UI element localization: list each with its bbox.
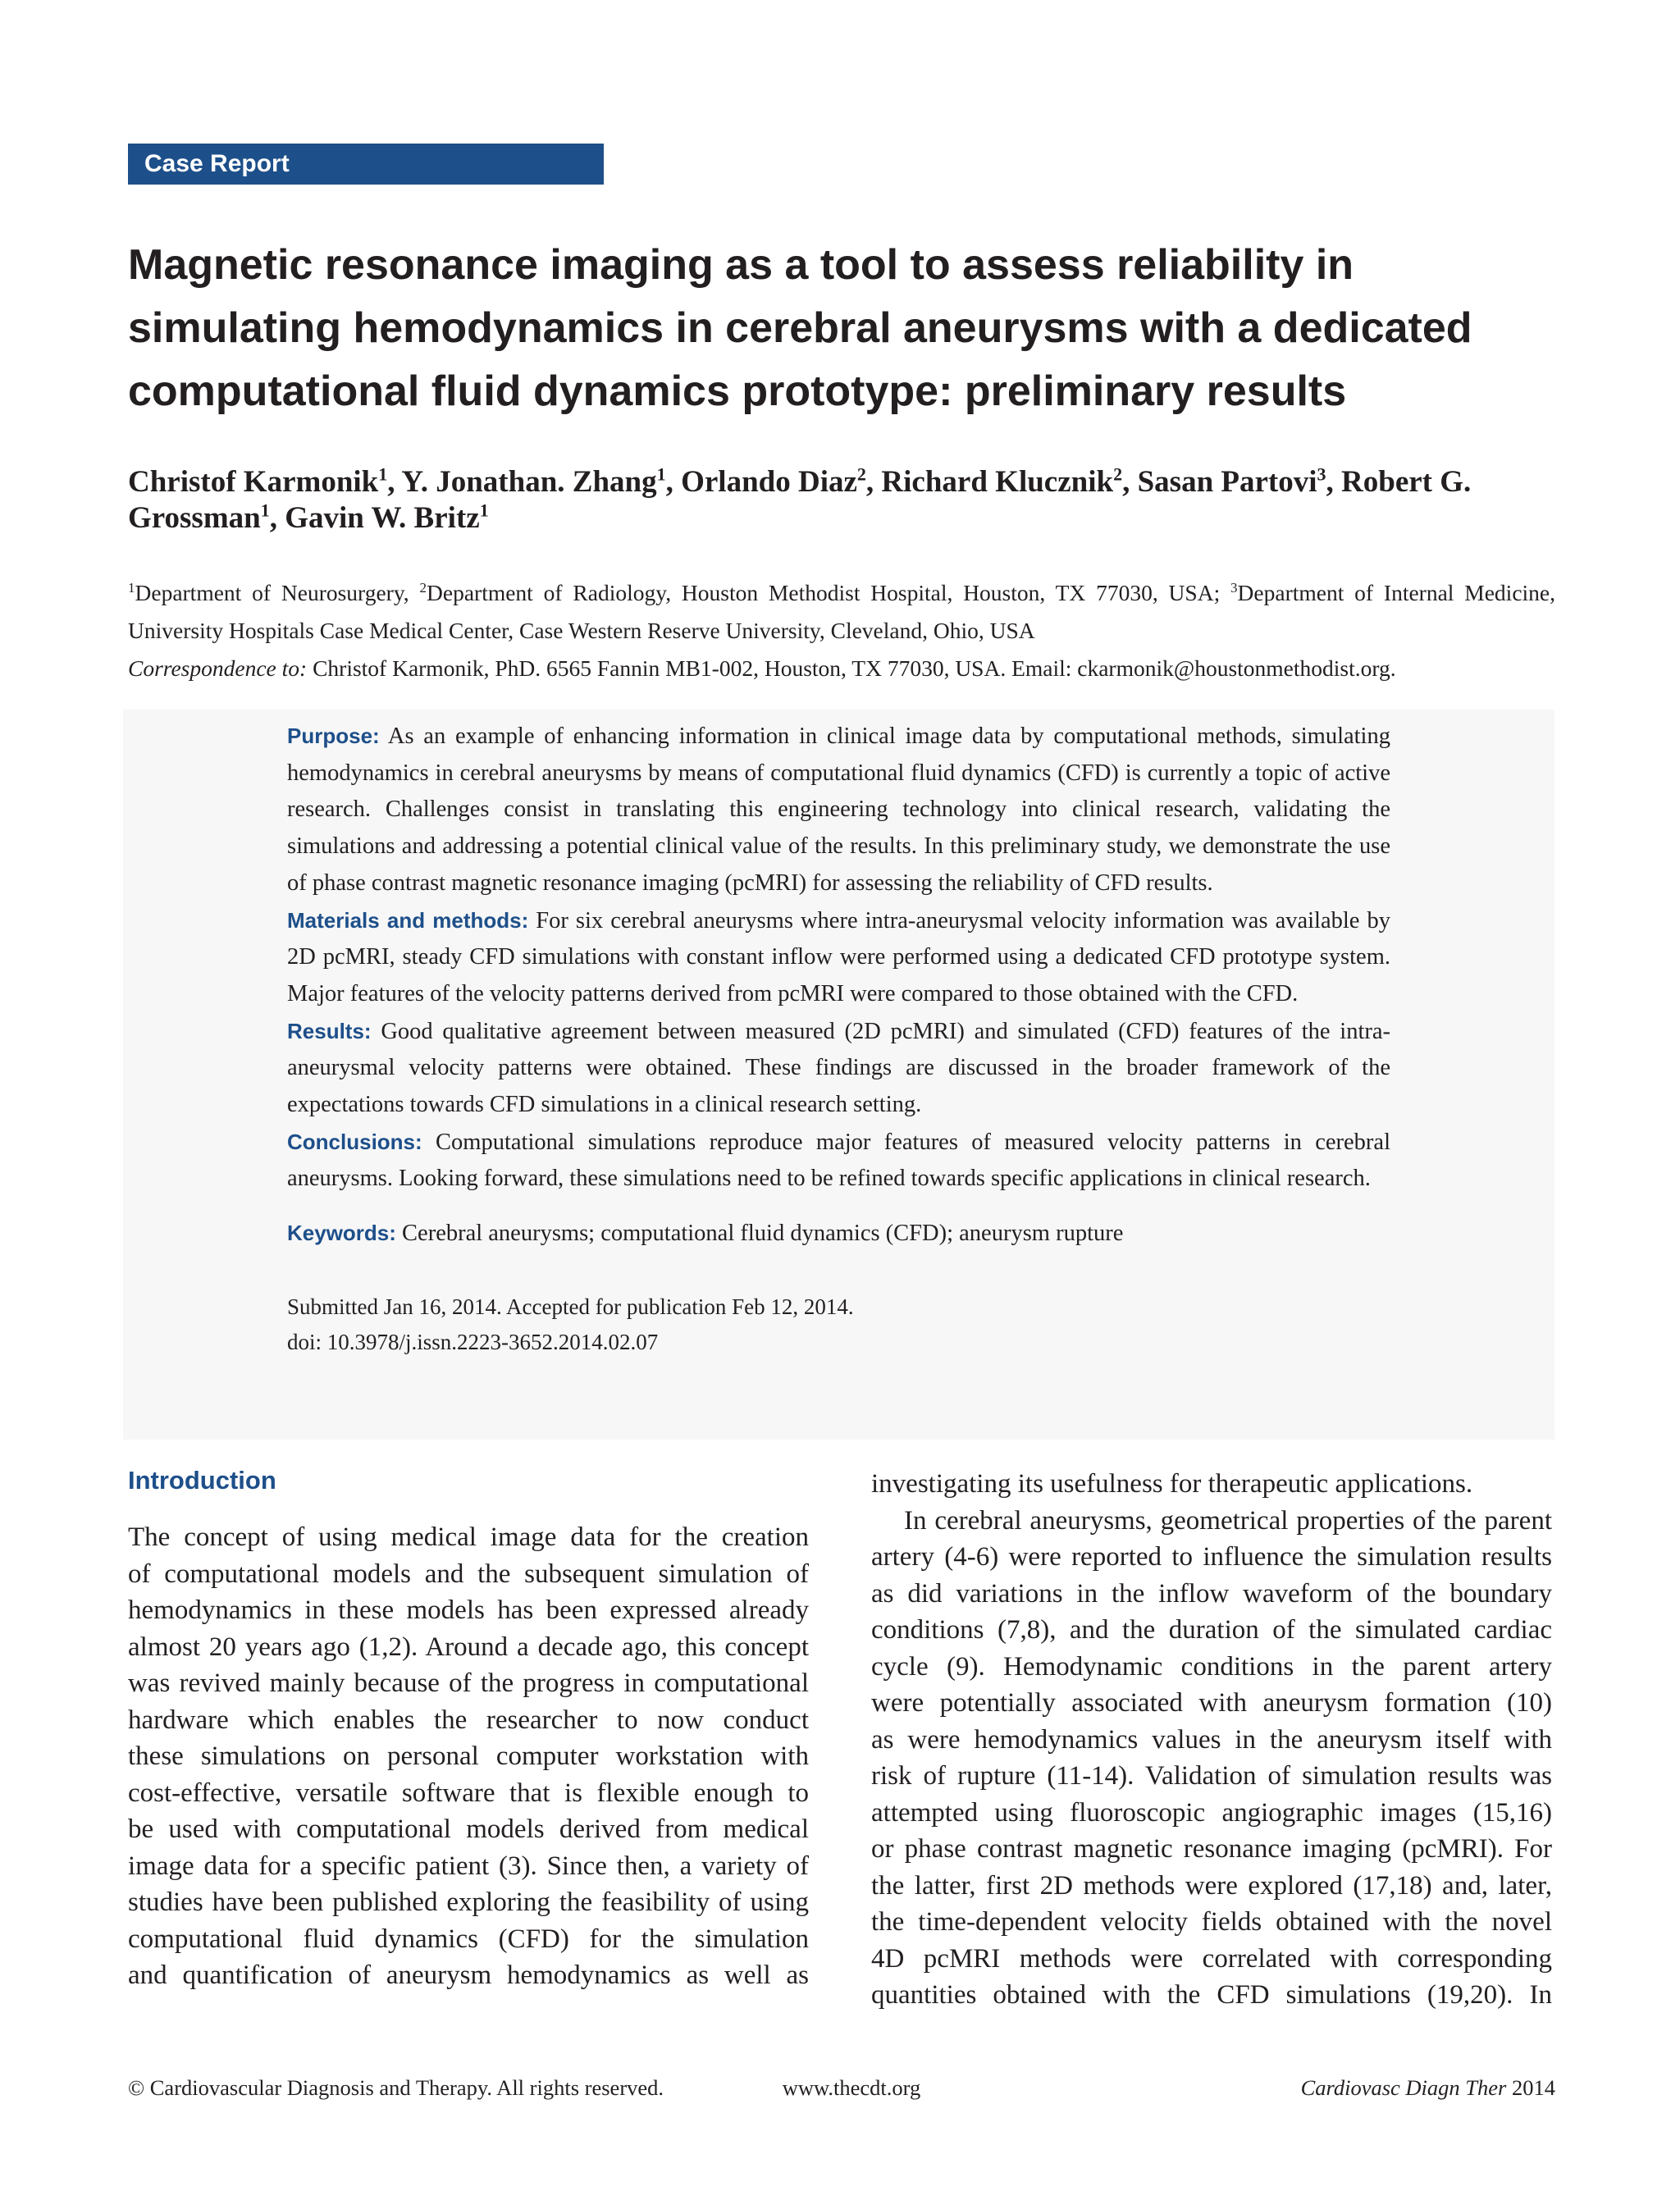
text-line: The concept of using medical image data for the creation: [128, 1522, 809, 1552]
title-line: Magnetic resonance imaging as a tool to assess reliability in: [128, 241, 1354, 289]
keywords: [287, 1215, 1390, 1252]
text-line: the time-dependent velocity fields obtained with the novel: [871, 1907, 1552, 1937]
affiliation-text: [128, 574, 1555, 650]
author-sep: ,: [387, 465, 402, 499]
abstract-text: As an example of enhancing information in clinical image data by computational methods, simulating hemodynamics in cerebral aneurysms by means of computational fluid dynamics (CFD) is currently a topic of active research. Challenges consist in translating this engineering technology into clinical research, validating the simulations and addressing a potential clinical value of the results. In this preliminary study, we demonstrate the use of phase contrast magnetic resonance imaging (pcMRI) for assessing the reliability of CFD results.: [287, 723, 1390, 896]
body-column-right: [871, 1466, 1552, 2014]
journal-name: Cardiovasc Diagn Ther: [1300, 2075, 1507, 2100]
text-line: investigating its usefulness for therapeutic applications.: [871, 1469, 1473, 1499]
text-line: or phase contrast magnetic resonance imaging (pcMRI). For: [871, 1834, 1552, 1864]
affil-sup: 2: [419, 579, 427, 596]
abstract-text: Computational simulations reproduce major features of measured velocity patterns in cerebral aneurysms. Looking forward, these simulations need to be refined towards specific applications in clinical research.: [287, 1129, 1390, 1192]
text-line: artery (4-6) were reported to influence the simulation results: [871, 1542, 1552, 1572]
author-name: Gavin W. Britz: [285, 501, 480, 535]
text-line: be used with computational models derived from medical: [128, 1814, 809, 1844]
abstract-body: [287, 718, 1390, 1198]
abstract-purpose: [287, 718, 1390, 902]
text-line: computational fluid dynamics (CFD) for the simulation: [128, 1924, 809, 1954]
text-line: 4D pcMRI methods were correlated with corresponding: [871, 1943, 1552, 1974]
text-line: and quantification of aneurysm hemodynamics as well as: [128, 1960, 809, 1990]
author-affil-sup: 2: [856, 463, 866, 485]
text-line: the latter, first 2D methods were explored (17,18) and, later,: [871, 1870, 1552, 1901]
text-line: risk of rupture (11-14). Validation of simulation results was: [871, 1761, 1552, 1791]
title-line: simulating hemodynamics in cerebral aneurysms with a dedicated: [128, 304, 1472, 352]
author-sep: ,: [269, 501, 285, 535]
correspondence-text: Christof Karmonik, PhD. 6565 Fannin MB1-002, Houston, TX 77030, USA. Email: ckarmonik@houstonmethodist.org.: [307, 655, 1396, 681]
author-sep: ,: [1326, 465, 1342, 499]
author-list: [128, 464, 1555, 536]
affil-3: Department of Internal Medicine, University Hospitals Case Medical Center, Case Western Reserve University, Cleveland, Ohio, USA: [128, 580, 1555, 643]
affil-1: Department of Neurosurgery,: [135, 580, 420, 605]
text-line: cost-effective, versatile software that is flexible enough to: [128, 1778, 809, 1808]
text-line: hemodynamics in these models has been expressed already: [128, 1595, 809, 1625]
text-line: these simulations on personal computer workstation with: [128, 1741, 809, 1771]
keywords-label: Keywords:: [287, 1221, 396, 1245]
abstract-text: Good qualitative agreement between measured (2D pcMRI) and simulated (CFD) features of the intra-aneurysmal velocity patterns were obtained. These findings are discussed in the broader framework of the expectations towards CFD simulations in a clinical research setting.: [287, 1018, 1391, 1118]
text-line: quantities obtained with the CFD simulations (19,20). In: [871, 1980, 1552, 2010]
author-affil-sup: 1: [656, 463, 666, 485]
affil-sup: 1: [128, 579, 135, 596]
text-line: image data for a specific patient (3). Since then, a variety of: [128, 1851, 809, 1881]
keywords-text: Cerebral aneurysms; computational fluid dynamics (CFD); aneurysm rupture: [402, 1221, 1124, 1246]
affiliations: [128, 574, 1555, 687]
journal-year: 2014: [1512, 2075, 1555, 2100]
text-line: was revived mainly because of the progress in computational: [128, 1668, 809, 1698]
abstract-label: Materials and methods:: [287, 907, 529, 933]
author-name: Orlando Diaz: [681, 465, 857, 499]
author-affil-sup: 2: [1113, 463, 1123, 485]
copyright: © Cardiovascular Diagnosis and Therapy. All rights reserved.: [128, 2075, 664, 2100]
text-line: studies have been published exploring the feasibility of using: [128, 1887, 809, 1917]
text-line: conditions (7,8), and the duration of the simulated cardiac: [871, 1615, 1552, 1645]
author-sep: ,: [1122, 465, 1138, 499]
journal-citation: [1301, 2075, 1555, 2101]
submitted-date: Submitted Jan 16, 2014. Accepted for publication Feb 12, 2014.: [287, 1294, 854, 1319]
abstract-conclusions: [287, 1124, 1390, 1198]
text-line: In cerebral aneurysms, geometrical properties of the parent: [904, 1505, 1552, 1536]
author-affil-sup: 1: [378, 463, 388, 485]
title-line: computational fluid dynamics prototype: preliminary results: [128, 367, 1347, 415]
abstract-methods: [287, 902, 1390, 1013]
doi[interactable]: doi: 10.3978/j.issn.2223-3652.2014.02.07: [287, 1330, 659, 1354]
text-line: as were hemodynamics values in the aneurysm itself with: [871, 1724, 1552, 1755]
text-line: attempted using fluoroscopic angiographic images (15,16): [871, 1797, 1552, 1828]
author-sep: ,: [665, 465, 682, 499]
author-affil-sup: 1: [260, 500, 270, 521]
abstract-label: Results:: [287, 1018, 372, 1043]
article-title: [128, 234, 1572, 423]
author-affil-sup: 3: [1317, 463, 1326, 485]
submission-info: [287, 1289, 1390, 1360]
text-line: as did variations in the inflow waveform of the boundary: [871, 1578, 1552, 1609]
author-affil-sup: 1: [479, 500, 489, 521]
intro-heading: Introduction: [128, 1466, 276, 1495]
abstract-label: Conclusions:: [287, 1129, 422, 1154]
journal-url[interactable]: www.thecdt.org: [782, 2075, 921, 2100]
affil-2: Department of Radiology, Houston Methodist Hospital, Houston, TX 77030, USA;: [427, 580, 1231, 605]
abstract-results: [287, 1013, 1390, 1124]
affil-sup: 3: [1230, 579, 1238, 596]
body-column-left: [128, 1519, 809, 1994]
text-line: cycle (9). Hemodynamic conditions in the parent artery: [871, 1651, 1552, 1682]
text-line: were potentially associated with aneurysm formation (10): [871, 1688, 1552, 1718]
author-name: Y. Jonathan. Zhang: [401, 465, 657, 499]
text-line: hardware which enables the researcher to now conduct: [128, 1705, 809, 1735]
author-name: Richard Klucznik: [881, 465, 1114, 499]
text-line: almost 20 years ago (1,2). Around a decade ago, this concept: [128, 1632, 809, 1662]
abstract-text: For six cerebral aneurysms where intra-aneurysmal velocity information was available by 2D pcMRI, steady CFD simulations with constant inflow were performed using a dedicated CFD prototype system. Major features of the velocity patterns derived from pcMRI were compared to those obtained with the CFD.: [287, 907, 1390, 1006]
correspondence: [128, 650, 1555, 687]
correspondence-label: Correspondence to:: [128, 655, 308, 681]
author-name: Sasan Partovi: [1137, 465, 1317, 499]
section-tag: Case Report: [128, 144, 604, 185]
author-name: Robert G. Grossman: [128, 465, 1472, 535]
author-name: Christof Karmonik: [128, 465, 379, 499]
author-sep: ,: [865, 465, 882, 499]
abstract-label: Purpose:: [287, 723, 380, 748]
text-line: of computational models and the subsequent simulation of: [128, 1559, 809, 1589]
